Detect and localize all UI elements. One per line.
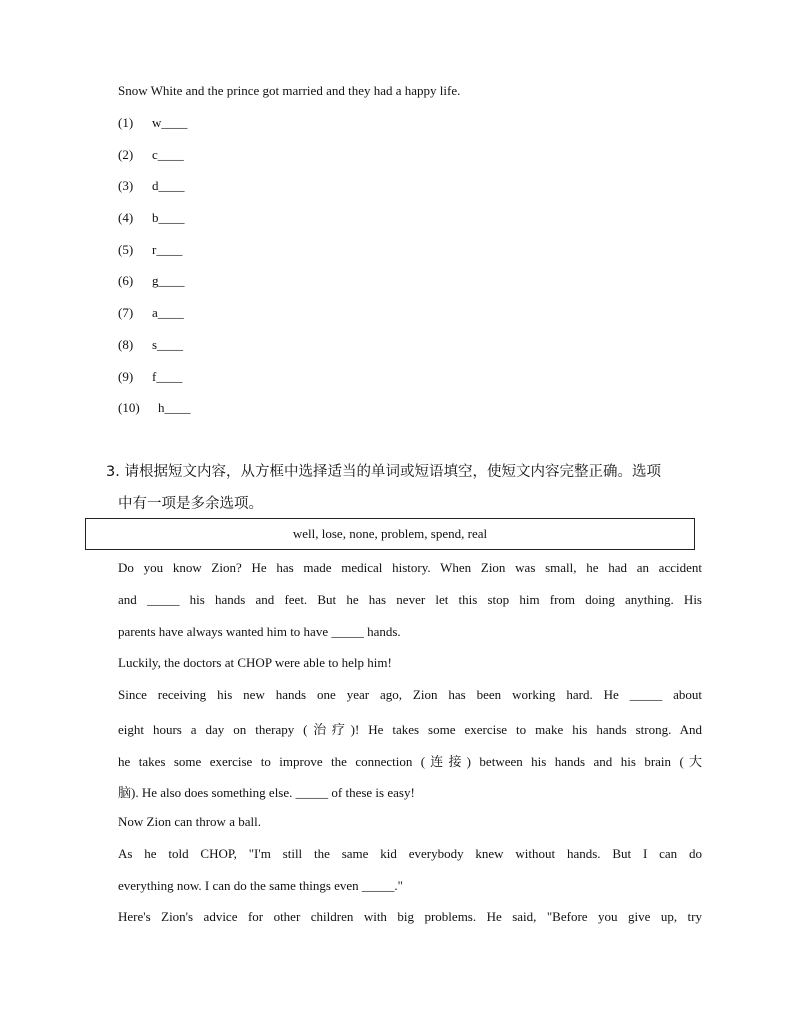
- question-3-instruction-cont: 中有一项是多余选项。: [118, 496, 263, 512]
- item-number: (7): [118, 305, 134, 320]
- item-number: (8): [118, 337, 134, 352]
- item-number: (2): [118, 147, 134, 162]
- item-blank: b____: [152, 210, 185, 225]
- list-item: [118, 178, 185, 194]
- passage-line: and _____ his hands and feet. But he has never let this stop him from doing anything. His: [118, 592, 702, 607]
- passage-line: Here's Zion's advice for other children with big problems. He said, "Before you give up, try: [118, 909, 702, 924]
- item-number: (9): [118, 369, 134, 384]
- list-item: [118, 210, 185, 226]
- list-item: [118, 400, 191, 416]
- item-number: (5): [118, 242, 134, 257]
- list-item: [118, 305, 184, 321]
- passage-line: 脑). He also does something else. _____ of these is easy!: [118, 785, 415, 800]
- list-item: [118, 147, 184, 163]
- list-item: [118, 115, 187, 131]
- item-number: (3): [118, 178, 134, 193]
- list-item: [118, 242, 182, 258]
- item-blank: a____: [152, 305, 184, 320]
- question-3-instruction: 3. 请根据短文内容，从方框中选择适当的单词或短语填空，使短文内容完整正确。选项: [106, 464, 661, 480]
- item-blank: d____: [152, 178, 185, 193]
- item-blank: s____: [152, 337, 184, 352]
- item-blank: w____: [152, 115, 188, 130]
- list-item: [118, 337, 183, 353]
- passage-line: Now Zion can throw a ball.: [118, 814, 261, 829]
- item-number: (10): [118, 400, 140, 415]
- passage-line: Do you know Zion? He has made medical history. When Zion was small, he had an accident: [118, 560, 702, 575]
- passage-line: he takes some exercise to improve the connection (连接) between his hands and his brain (大: [118, 754, 702, 769]
- item-blank: g____: [152, 273, 185, 288]
- passage-line: everything now. I can do the same things even _____.": [118, 878, 403, 893]
- list-item: [118, 369, 182, 385]
- item-blank: c____: [152, 147, 184, 162]
- list-item: [118, 273, 185, 289]
- item-blank: h____: [158, 400, 191, 415]
- story-ending-sentence: Snow White and the prince got married and they had a happy life.: [118, 83, 461, 98]
- item-number: (6): [118, 273, 134, 288]
- item-number: (4): [118, 210, 134, 225]
- passage-line: As he told CHOP, "I'm still the same kid everybody knew without hands. But I can do: [118, 846, 702, 861]
- passage-line: Luckily, the doctors at CHOP were able to help him!: [118, 655, 392, 670]
- item-blank: f____: [152, 369, 183, 384]
- passage-line: eight hours a day on therapy (治疗)! He takes some exercise to make his hands strong. And: [118, 722, 702, 737]
- item-number: (1): [118, 115, 134, 130]
- passage-line: Since receiving his new hands one year ago, Zion has been working hard. He _____ about: [118, 687, 702, 702]
- passage-line: parents have always wanted him to have _____ hands.: [118, 624, 401, 639]
- word-bank-box: well, lose, none, problem, spend, real: [85, 518, 695, 550]
- item-blank: r____: [152, 242, 183, 257]
